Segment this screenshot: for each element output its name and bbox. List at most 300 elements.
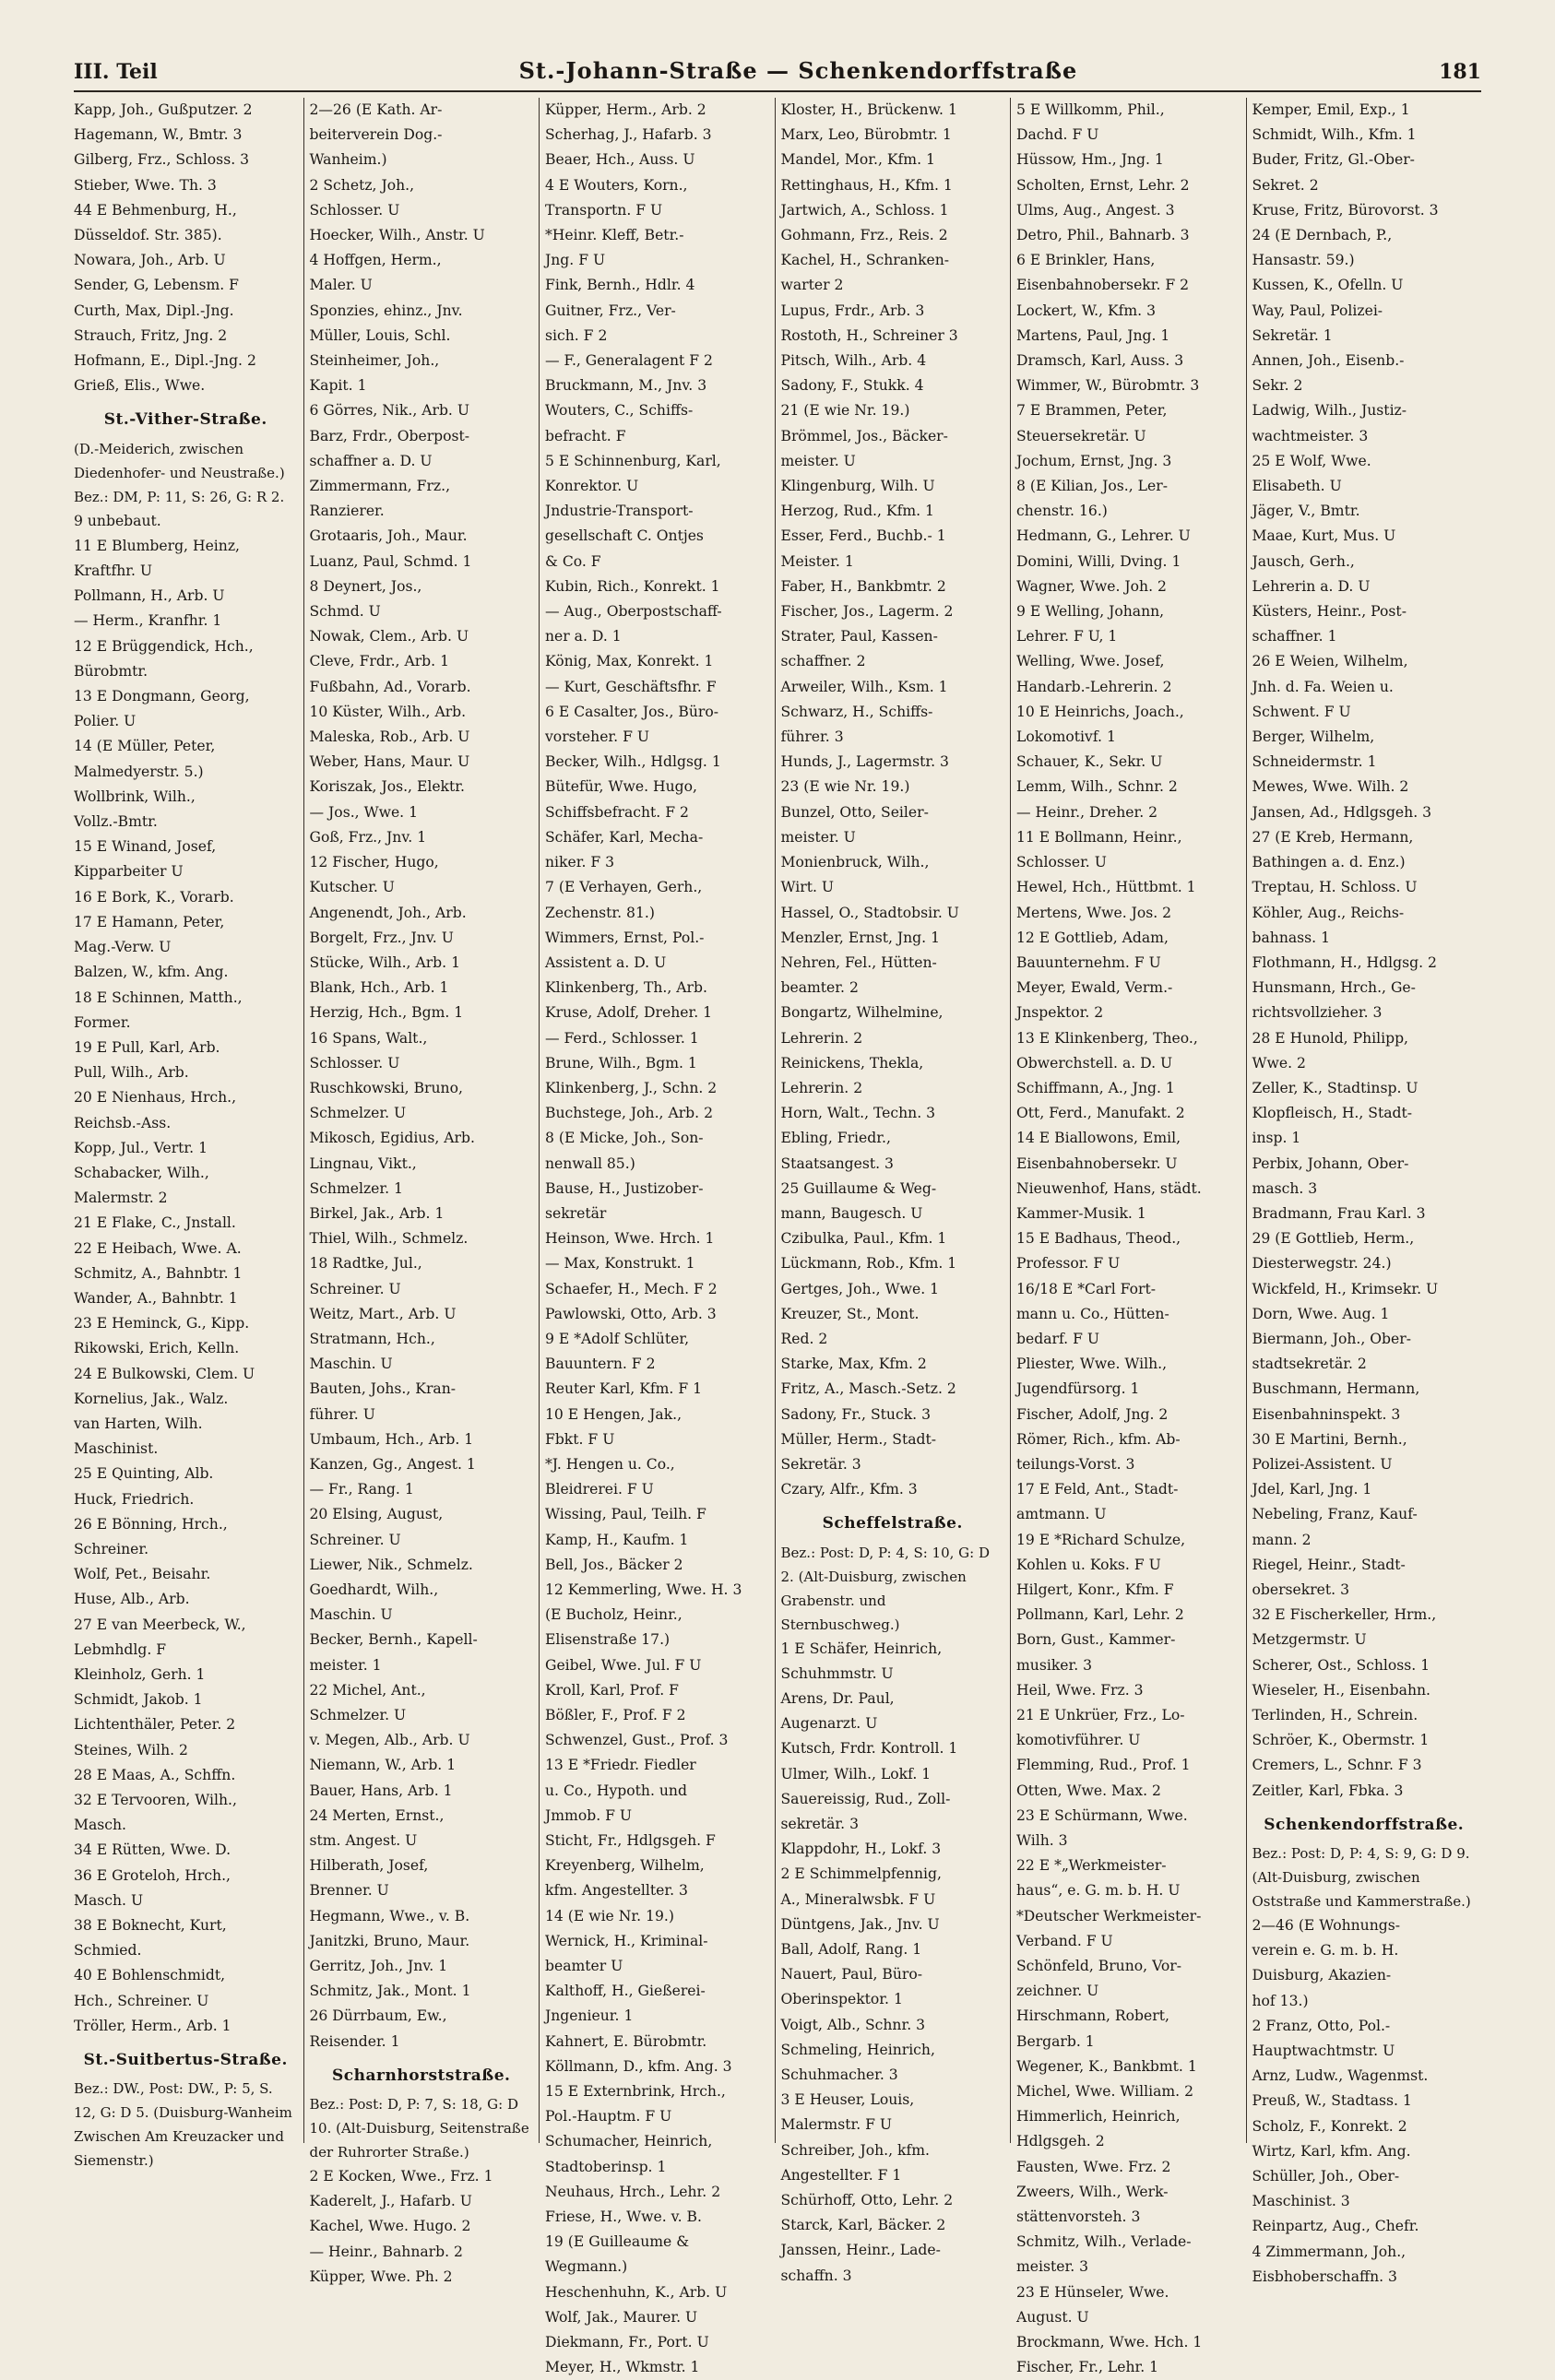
entry-line: Balzen, W., kfm. Ang. [74, 964, 229, 981]
entry-line: v. Megen, Alb., Arb. U [309, 1732, 470, 1749]
entry-line: Welling, Wwe. Josef, [1016, 653, 1165, 670]
entry-line: 18 Radtke, Jul., [309, 1255, 422, 1273]
entry-line: Steuersekretär. U [1016, 427, 1146, 444]
entry-line: König, Max, Konrekt. 1 [545, 653, 714, 670]
entry-line: Zeitler, Karl, Fbka. 3 [1252, 1782, 1404, 1799]
entry-line: Schiffmann, A., Jng. 1 [1016, 1079, 1175, 1096]
entry-line: Düsseldof. Str. 385). [74, 227, 222, 244]
entry-line: Preuß, W., Stadtass. 1 [1252, 2092, 1412, 2110]
entry-line: Jochum, Ernst, Jng. 3 [1016, 452, 1172, 469]
entry-line: Pol.-Hauptm. F U [545, 2108, 672, 2125]
entry-line: Ulmer, Wilh., Lokf. 1 [780, 1765, 932, 1782]
entry-line: Gerritz, Joh., Jnv. 1 [309, 1958, 448, 1975]
entry-line: Nowak, Clem., Arb. U [309, 628, 469, 645]
entry-line: — Aug., Oberpostschaff- [545, 603, 722, 621]
entry-line: & Co. F [545, 552, 601, 570]
entry-line: Hofmann, E., Dipl.-Jng. 2 [74, 352, 256, 370]
entry-line: Maschin. U [309, 1606, 393, 1624]
entry-line: Schuhmmstr. U [780, 1664, 894, 1682]
entry-line: Wegener, K., Bankbmt. 1 [1016, 2057, 1197, 2075]
entry-line: Pawlowski, Otto, Arb. 3 [545, 1305, 717, 1322]
entry-line: Tröller, Herm., Arb. 1 [74, 2017, 231, 2034]
street-heading: Scharnhorststraße. [332, 2066, 511, 2085]
entry-line: 36 E Groteloh, Hrch., [74, 1866, 231, 1884]
entry-line: Hauptwachtmstr. U [1252, 2043, 1395, 2060]
entry-line: 9 E *Adolf Schlüter, [545, 1330, 690, 1347]
entry-line: Kahnert, E. Bürobmtr. [545, 2032, 707, 2050]
entry-line: Lehrerin. 2 [780, 1079, 863, 1096]
entry-line: Schmeling, Heinrich, [780, 2041, 935, 2058]
entry-line: komotivführer. U [1016, 1732, 1141, 1749]
entry-line: Malermstr. F U [780, 2116, 893, 2134]
entry-line: Hunsmann, Hrch., Ge- [1252, 979, 1416, 997]
entry-line: Konrektor. U [545, 478, 639, 495]
entry-line: vorsteher. F U [545, 728, 649, 746]
entry-line: 11 E Blumberg, Heinz, [74, 537, 241, 554]
entry-line: warter 2 [780, 277, 844, 294]
entry-line: Treptau, H. Schloss. U [1252, 879, 1418, 896]
entry-line: Jnh. d. Fa. Weien u. [1252, 678, 1394, 695]
entry-line: Koriszak, Jos., Elektr. [309, 778, 465, 796]
entry-line: 25 E Wolf, Wwe. [1252, 452, 1371, 469]
entry-line: 25 E Quinting, Alb. [74, 1465, 214, 1483]
entry-line: — Heinr., Bahnarb. 2 [309, 2243, 463, 2260]
entry-line: Faber, H., Bankbmtr. 2 [780, 577, 946, 595]
entry-line: Kopp, Jul., Vertr. 1 [74, 1139, 208, 1156]
entry-line: Jngenieur. 1 [545, 2007, 634, 2025]
entry-line: Kammer-Musik. 1 [1016, 1204, 1146, 1222]
entry-line: Schuhmacher. 3 [780, 2066, 898, 2084]
entry-line: Maleska, Rob., Arb. U [309, 728, 470, 746]
entry-line: 12 E Brüggendick, Hch., [74, 637, 254, 655]
entry-line: 21 E Flake, C., Jnstall. [74, 1214, 236, 1232]
entry-line: 8 Deynert, Jos., [309, 577, 422, 595]
entry-line: 2 E Schimmelpfennig, [780, 1865, 942, 1883]
entry-line: Verband. F U [1016, 1932, 1113, 1949]
entry-line: Guitner, Frz., Ver- [545, 302, 676, 319]
entry-line: Kloster, H., Brückenw. 1 [780, 101, 957, 118]
entry-line: Schönfeld, Bruno, Vor- [1016, 1958, 1182, 1975]
entry-line: Klinkenberg, Th., Arb. [545, 979, 707, 997]
entry-line: Ladwig, Wilh., Justiz- [1252, 402, 1407, 420]
entry-line: Schreiber, Joh., kfm. [780, 2141, 931, 2159]
entry-line: 14 E Biallowons, Emil, [1016, 1130, 1181, 1147]
entry-line: Sticht, Fr., Hdlgsgeh. F [545, 1832, 716, 1850]
entry-line: Müller, Herm., Stadt- [780, 1430, 937, 1448]
entry-line: Köhler, Aug., Reichs- [1252, 904, 1405, 921]
entry-line: 15 E Badhaus, Theod., [1016, 1230, 1181, 1248]
entry-line: Schmidt, Jakob. 1 [74, 1691, 203, 1709]
entry-line: Detro, Phil., Bahnarb. 3 [1016, 227, 1190, 244]
entry-line: Wilh. 3 [1016, 1832, 1068, 1850]
entry-line: Meyer, Ewald, Verm.- [1016, 979, 1173, 997]
entry-line: Gertges, Joh., Wwe. 1 [780, 1280, 940, 1297]
entry-line: befracht. F [545, 427, 626, 444]
entry-line: Niemann, W., Arb. 1 [309, 1757, 457, 1774]
entry-line: Monienbruck, Wilh., [780, 854, 930, 871]
entry-line: 20 E Nienhaus, Hrch., [74, 1089, 237, 1107]
entry-line: Lemm, Wilh., Schnr. 2 [1016, 778, 1178, 796]
entry-line: sekretär [545, 1204, 607, 1222]
entry-line: Lockert, W., Kfm. 3 [1016, 302, 1157, 319]
entry-line: Eisenbahnobersekr. U [1016, 1154, 1178, 1172]
entry-line: Kruse, Fritz, Bürovorst. 3 [1252, 201, 1439, 219]
entry-line: Beaer, Hch., Auss. U [545, 151, 695, 169]
entry-line: Kipparbeiter U [74, 863, 184, 881]
entry-line: Bruckmann, M., Jnv. 3 [545, 377, 707, 395]
entry-line: Grieß, Elis., Wwe. [74, 377, 206, 395]
entry-line: Way, Paul, Polizei- [1252, 302, 1383, 319]
entry-line: 23 E Schürmann, Wwe. [1016, 1806, 1188, 1824]
entry-line: Schmelzer. U [309, 1707, 407, 1723]
entry-line: Umbaum, Hch., Arb. 1 [309, 1430, 474, 1448]
entry-line: Schmidt, Wilh., Kfm. 1 [1252, 126, 1417, 144]
entry-line: Ebling, Friedr., [780, 1130, 891, 1147]
entry-line: Lehrer. F U, 1 [1016, 628, 1118, 645]
entry-line: Mertens, Wwe. Jos. 2 [1016, 904, 1172, 921]
entry-line: Schlosser. U [309, 1054, 400, 1072]
entry-line: Curth, Max, Dipl.-Jng. [74, 302, 234, 319]
entry-line: Hassel, O., Stadtobsir. U [780, 904, 959, 921]
entry-line: Stratmann, Hch., [309, 1330, 435, 1347]
entry-line: chenstr. 16.) [1016, 503, 1108, 520]
entry-line: — Max, Konstrukt. 1 [545, 1255, 695, 1273]
entry-line: Klinkenberg, J., Schn. 2 [545, 1079, 718, 1096]
entry-line: *Heinr. Kleff, Betr.- [545, 227, 684, 244]
entry-line: Ott, Ferd., Manufakt. 2 [1016, 1105, 1185, 1122]
entry-line: Liewer, Nik., Schmelz. [309, 1556, 473, 1573]
entry-line: 4 E Wouters, Korn., [545, 176, 688, 194]
entry-line: meister. 1 [309, 1656, 382, 1674]
entry-line: Voigt, Alb., Schnr. 3 [780, 2016, 926, 2033]
entry-line: Weber, Hans, Maur. U [309, 753, 470, 771]
entry-line: Kanzen, Gg., Angest. 1 [309, 1455, 476, 1473]
entry-line: Masch. U [74, 1891, 144, 1909]
entry-line: Horn, Walt., Techn. 3 [780, 1105, 936, 1122]
entry-line: führer. U [309, 1405, 375, 1423]
entry-line: Steines, Wilh. 2 [74, 1741, 188, 1758]
entry-line: Brenner. U [309, 1882, 389, 1900]
entry-line: Kreyenberg, Wilhelm, [545, 1857, 705, 1875]
entry-line: Schmelzer. U [309, 1105, 407, 1122]
entry-line: Huse, Alb., Arb. [74, 1591, 190, 1608]
entry-line: Wander, A., Bahnbtr. 1 [74, 1289, 238, 1307]
entry-line: 19 E *Richard Schulze, [1016, 1531, 1186, 1548]
entry-line: schaffner. 1 [1252, 628, 1337, 645]
entry-line: führer. 3 [780, 728, 844, 746]
entry-line: Malermstr. 2 [74, 1190, 168, 1207]
entry-line: August. U [1016, 2308, 1089, 2326]
entry-line: Kussen, K., Ofelln. U [1252, 277, 1404, 294]
entry-line: Herzog, Rud., Kfm. 1 [780, 503, 934, 520]
entry-line: Born, Gust., Kammer- [1016, 1631, 1176, 1649]
entry-line: — Herm., Kranfhr. 1 [74, 612, 222, 630]
entry-line: Nowara, Joh., Arb. U [74, 252, 226, 269]
entry-line: zeichner. U [1016, 1983, 1099, 2000]
entry-line: Polizei-Assistent. U [1252, 1455, 1393, 1473]
entry-line: Maschin. U [309, 1356, 393, 1373]
entry-line: Maae, Kurt, Mus. U [1252, 527, 1396, 545]
entry-line: beamter. 2 [780, 979, 859, 997]
entry-line: Birkel, Jak., Arb. 1 [309, 1204, 445, 1222]
entry-line: Riegel, Heinr., Stadt- [1252, 1556, 1406, 1573]
part-label: III. Teil [74, 60, 158, 84]
entry-line: 23 E Hünseler, Wwe. [1016, 2283, 1169, 2301]
entry-line: Jng. F U [545, 252, 606, 269]
entry-line: Schröer, K., Obermstr. 1 [1252, 1732, 1430, 1749]
entry-line: Zimmermann, Frz., [309, 478, 451, 495]
entry-line: Schiffsbefracht. F 2 [545, 803, 689, 821]
entry-line: Czibulka, Paul., Kfm. 1 [780, 1230, 947, 1248]
entry-line: Nebeling, Franz, Kauf- [1252, 1506, 1418, 1523]
entry-line: haus“, e. G. m. b. H. U [1016, 1882, 1181, 1900]
page-header [74, 57, 1481, 92]
entry-line: Lupus, Frdr., Arb. 3 [780, 302, 925, 319]
entry-line: Herzig, Hch., Bgm. 1 [309, 1004, 464, 1022]
entry-line: Thiel, Wilh., Schmelz. [309, 1230, 469, 1248]
entry-line: Wolf, Jak., Maurer. U [545, 2308, 698, 2326]
entry-line: stm. Angest. U [309, 1832, 418, 1850]
entry-line: Brömmel, Jos., Bäcker- [780, 427, 948, 444]
entry-line: Marx, Leo, Bürobmtr. 1 [780, 126, 952, 144]
entry-line: Wernick, H., Kriminal- [545, 1932, 708, 1949]
entry-line: 11 E Bollmann, Heinr., [1016, 828, 1182, 846]
entry-line: 19 (E Guilleaume & [545, 2233, 690, 2251]
entry-line: Kubin, Rich., Konrekt. 1 [545, 577, 720, 595]
entry-line: obersekret. 3 [1252, 1581, 1350, 1598]
entry-line: Kruse, Adolf, Dreher. 1 [545, 1004, 713, 1022]
entry-line: 18 E Schinnen, Matth., [74, 989, 243, 1006]
entry-line: Küsters, Heinr., Post- [1252, 603, 1407, 621]
directory-columns [74, 98, 1481, 2376]
entry-line: 27 E van Meerbeck, W., [74, 1616, 246, 1633]
entry-line: gesellschaft C. Ontjes [545, 527, 704, 545]
entry-line: Angenendt, Joh., Arb. [309, 904, 467, 921]
entry-line: 44 E Behmenburg, H., [74, 201, 237, 219]
entry-line: Römer, Rich., kfm. Ab- [1016, 1430, 1181, 1448]
entry-line: Kalthoff, H., Gießerei- [545, 1983, 706, 2000]
entry-line: Starke, Max, Kfm. 2 [780, 1356, 927, 1373]
entry-line: Scholten, Ernst, Lehr. 2 [1016, 176, 1190, 194]
entry-line: 22 Michel, Ant., [309, 1681, 426, 1699]
entry-line: musiker. 3 [1016, 1656, 1093, 1674]
entry-line: Augenarzt. U [780, 1715, 878, 1733]
entry-line: Obwerchstell. a. D. U [1016, 1054, 1173, 1072]
entry-line: amtmann. U [1016, 1506, 1107, 1523]
entry-line: Terlinden, H., Schrein. [1252, 1707, 1418, 1723]
entry-line: 4 Hoffgen, Herm., [309, 252, 442, 269]
entry-line: Arweiler, Wilh., Ksm. 1 [780, 678, 948, 695]
entry-line: 2 Schetz, Joh., [309, 176, 415, 194]
entry-line: Müller, Louis, Schl. [309, 326, 451, 344]
entry-line: Annen, Joh., Eisenb.- [1252, 352, 1405, 370]
entry-line: Schreiner. [74, 1540, 149, 1557]
entry-line: Küpper, Wwe. Ph. 2 [309, 2268, 453, 2285]
entry-line: Pull, Wilh., Arb. [74, 1064, 189, 1082]
column-4 [775, 98, 1011, 2284]
entry-line: Lichtenthäler, Peter. 2 [74, 1716, 236, 1734]
entry-line: Domini, Willi, Dving. 1 [1016, 552, 1181, 570]
entry-line: Hch., Schreiner. U [74, 1992, 209, 2009]
entry-line: Schlosser. U [309, 201, 400, 219]
entry-line: Schabacker, Wilh., [74, 1164, 209, 1181]
entry-line: Kaderelt, J., Hafarb. U [309, 2193, 472, 2210]
entry-line: Heschenhuhn, K., Arb. U [545, 2283, 728, 2301]
entry-line: kfm. Angestellter. 3 [545, 1882, 688, 1900]
entry-line: Former. [74, 1013, 131, 1031]
entry-line: mann. 2 [1252, 1531, 1312, 1548]
entry-line: Maschinist. [74, 1440, 159, 1458]
page-number: 181 [1439, 60, 1481, 84]
entry-line: Sekr. 2 [1252, 377, 1303, 395]
entry-line: Hoecker, Wilh., Anstr. U [309, 227, 485, 244]
entry-line: Jndustrie-Transport- [545, 503, 694, 520]
entry-line: 24 E Bulkowski, Clem. U [74, 1365, 255, 1382]
entry-line: 9 E Welling, Johann, [1016, 603, 1165, 621]
entry-line: Rostoth, H., Schreiner 3 [780, 326, 958, 344]
entry-line: Hedmann, G., Lehrer. U [1016, 527, 1191, 545]
column-6 [1246, 98, 1482, 2285]
entry-line: 6 Görres, Nik., Arb. U [309, 402, 469, 420]
entry-line: teilungs-Vorst. 3 [1016, 1455, 1135, 1473]
entry-line: Cremers, L., Schnr. F 3 [1252, 1757, 1422, 1774]
entry-line: Wirtz, Karl, kfm. Ang. [1252, 2142, 1411, 2160]
entry-line: Jäger, V., Bmtr. [1252, 503, 1360, 520]
entry-line: ner a. D. 1 [545, 628, 622, 645]
entry-line: Starck, Karl, Bäcker. 2 [780, 2217, 946, 2234]
entry-line: Barz, Frdr., Oberpost- [309, 427, 470, 444]
entry-line: Fußbahn, Ad., Vorarb. [309, 678, 471, 695]
entry-line: Stadtoberinsp. 1 [545, 2158, 667, 2175]
entry-line: Mewes, Wwe. Wilh. 2 [1252, 778, 1409, 796]
entry-line: 16 Spans, Walt., [309, 1029, 428, 1047]
entry-line: Flemming, Rud., Prof. 1 [1016, 1757, 1191, 1774]
entry-line: 19 E Pull, Karl, Arb. [74, 1038, 220, 1056]
entry-line: Steinheimer, Joh., [309, 352, 440, 370]
entry-line: Friese, H., Wwe. v. B. [545, 2208, 702, 2226]
entry-line: 10 Küster, Wilh., Arb. [309, 703, 467, 720]
entry-line: 21 (E wie Nr. 19.) [780, 402, 910, 420]
entry-line: Janitzki, Bruno, Maur. [309, 1932, 470, 1949]
entry-line: Brune, Wilh., Bgm. 1 [545, 1054, 697, 1072]
entry-line: Fbkt. F U [545, 1430, 615, 1448]
entry-line: Stieber, Wwe. Th. 3 [74, 176, 217, 194]
entry-line: Martens, Paul, Jng. 1 [1016, 326, 1170, 344]
entry-line: mann u. Co., Hütten- [1016, 1305, 1169, 1322]
entry-line: 5 E Schinnenburg, Karl, [545, 452, 721, 469]
entry-line: schaffn. 3 [780, 2267, 852, 2284]
entry-line: stadtsekretär. 2 [1252, 1356, 1367, 1373]
entry-line: Nehren, Fel., Hütten- [780, 953, 937, 971]
entry-line: Wanheim.) [309, 151, 387, 169]
entry-line: Ruschkowski, Bruno, [309, 1079, 463, 1096]
entry-line: Lokomotivf. 1 [1016, 728, 1116, 746]
entry-line: Heil, Wwe. Frz. 3 [1016, 1681, 1144, 1699]
entry-line: Mikosch, Egidius, Arb. [309, 1130, 475, 1147]
entry-line: Diesterwegstr. 24.) [1252, 1255, 1392, 1273]
entry-line: richtsvollzieher. 3 [1252, 1004, 1383, 1022]
entry-line: Bütefür, Wwe. Hugo, [545, 778, 697, 796]
entry-line: Düntgens, Jak., Jnv. U [780, 1915, 940, 1933]
entry-line: Sauereissig, Rud., Zoll- [780, 1790, 951, 1807]
entry-line: Dachd. F U [1016, 126, 1099, 144]
entry-line: Red. 2 [780, 1330, 828, 1347]
entry-line: Blank, Hch., Arb. 1 [309, 979, 449, 997]
entry-line: *Deutscher Werkmeister- [1016, 1907, 1202, 1924]
street-heading: St.-Suitbertus-Straße. [83, 2051, 288, 2070]
entry-line: Kamp, H., Kaufm. 1 [545, 1531, 689, 1548]
entry-line: Pliester, Wwe. Wilh., [1016, 1356, 1168, 1373]
entry-line: Kroll, Karl, Prof. F [545, 1681, 679, 1699]
entry-line: Wissing, Paul, Teilh. F [545, 1506, 706, 1523]
entry-line: 1 E Schäfer, Heinrich, [780, 1640, 943, 1657]
entry-line: hof 13.) [1252, 1992, 1309, 2009]
entry-line: Schwent. F U [1252, 703, 1351, 720]
entry-line: Strauch, Fritz, Jng. 2 [74, 326, 228, 344]
entry-line: Wirt. U [780, 879, 835, 896]
entry-line: 4 Zimmermann, Joh., [1252, 2243, 1407, 2260]
entry-line: 7 (E Verhayen, Gerh., [545, 879, 703, 896]
entry-line: schaffner a. D. U [309, 452, 433, 469]
entry-line: Perbix, Johann, Ober- [1252, 1154, 1409, 1172]
entry-line: 32 E Tervooren, Wilh., [74, 1792, 237, 1808]
entry-line: Zechenstr. 81.) [545, 904, 655, 921]
entry-line: 13 E *Friedr. Fiedler [545, 1757, 696, 1774]
entry-line: Bauten, Johs., Kran- [309, 1380, 457, 1398]
street-heading: Scheffelstraße. [822, 1514, 963, 1533]
entry-line: Hagemann, W., Bmtr. 3 [74, 126, 243, 144]
entry-line: beamter U [545, 1958, 623, 1975]
entry-line: 32 E Fischerkeller, Hrm., [1252, 1606, 1437, 1624]
entry-line: Polier. U [74, 713, 137, 730]
entry-line: 13 E Klinkenberg, Theo., [1016, 1029, 1198, 1047]
entry-line: niker. F 3 [545, 854, 615, 871]
entry-line: Klappdohr, H., Lokf. 3 [780, 1841, 942, 1858]
entry-line: Meister. 1 [780, 552, 854, 570]
entry-line: Schmied. [74, 1942, 142, 1960]
entry-line: Eisbhoberschaffn. 3 [1252, 2268, 1397, 2285]
entry-line: 8 (E Kilian, Jos., Ler- [1016, 478, 1168, 495]
entry-line: Wegmann.) [545, 2258, 628, 2276]
entry-line: Kachel, Wwe. Hugo. 2 [309, 2218, 471, 2235]
entry-line: Kraftfhr. U [74, 562, 153, 580]
entry-line: — Heinr., Dreher. 2 [1016, 803, 1158, 821]
entry-line: Lehrerin a. D. U [1252, 577, 1371, 595]
entry-line: Bleidrerei. F U [545, 1481, 654, 1498]
entry-line: Fischer, Fr., Lehr. 1 [1016, 2359, 1159, 2376]
entry-line: 34 E Rütten, Wwe. D. [74, 1841, 231, 1859]
street-heading: Schenkendorffstraße. [1264, 1815, 1465, 1834]
entry-line: Sekretär. 3 [780, 1455, 861, 1473]
entry-line: Hegmann, Wwe., v. B. [309, 1907, 470, 1924]
entry-line: u. Co., Hypoth. und [545, 1782, 687, 1799]
entry-line: Reinpartz, Aug., Chefr. [1252, 2218, 1419, 2235]
entry-line: Eisenbahninspekt. 3 [1252, 1405, 1401, 1423]
entry-line: Köllmann, D., kfm. Ang. 3 [545, 2057, 732, 2075]
entry-line: Berger, Wilhelm, [1252, 728, 1375, 746]
entry-line: Jnspektor. 2 [1016, 1004, 1104, 1022]
entry-line: Arnz, Ludw., Wagenmst. [1252, 2067, 1429, 2085]
entry-line: — Fr., Rang. 1 [309, 1481, 414, 1498]
entry-line: Lückmann, Rob., Kfm. 1 [780, 1255, 957, 1273]
entry-line: Sadony, F., Stukk. 4 [780, 377, 924, 395]
entry-line: Borgelt, Frz., Jnv. U [309, 929, 454, 946]
entry-line: Buschmann, Hermann, [1252, 1380, 1420, 1398]
entry-line: Schaefer, H., Mech. F 2 [545, 1280, 718, 1297]
entry-line: Fischer, Adolf, Jng. 2 [1016, 1405, 1169, 1423]
entry-line: Goedhardt, Wilh., [309, 1581, 439, 1598]
entry-line: Rettinghaus, H., Kfm. 1 [780, 176, 953, 194]
